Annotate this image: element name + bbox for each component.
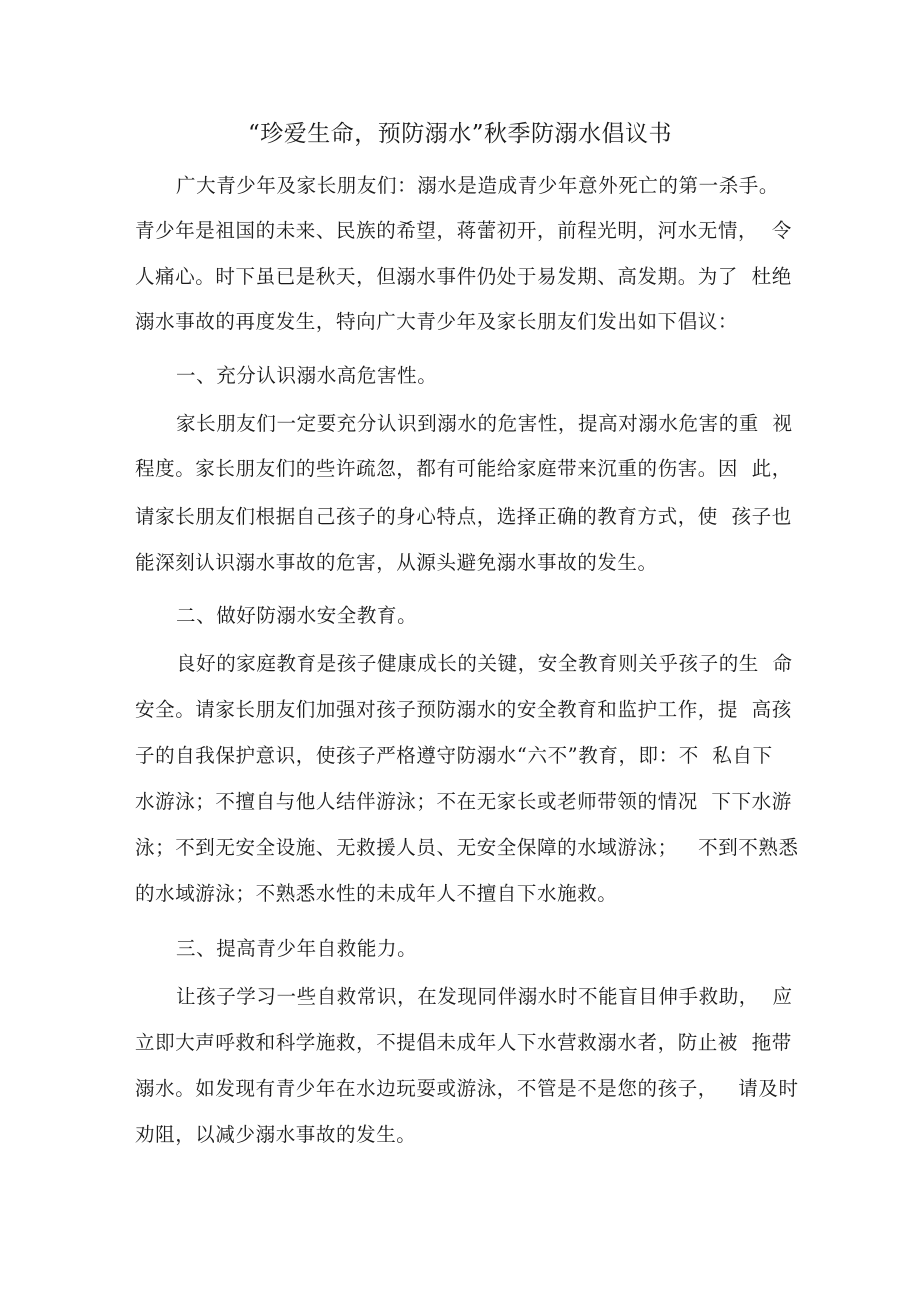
paragraph-line: 程度。家长朋友们的些许疏忽，都有可能给家庭带来沉重的伤害。因 此， (135, 457, 792, 480)
paragraph-line: 家长朋友们一定要充分认识到溺水的危害性，提高对溺水危害的重 视 (176, 412, 793, 435)
paragraph-line: 溺水。如发现有青少年在水边玩耍或游泳，不管是不是您的孩子， 请及时 (135, 1077, 799, 1100)
section-heading: 二、做好防溺水安全教育。 (176, 604, 418, 627)
paragraph-line: 子的自我保护意识，使孩子严格遵守防溺水“六不”教育，即：不 私自下 (135, 744, 773, 767)
paragraph-line: 泳；不到无安全设施、无救援人员、无安全保障的水域游泳； 不到不熟悉 (135, 836, 799, 859)
paragraph-line: 立即大声呼救和科学施救，不提倡未成年人下水营救溺水者，防止被 拖带 (135, 1031, 792, 1054)
paragraph-line: 安全。请家长朋友们加强对孩子预防溺水的安全教育和监护工作，提 高孩 (135, 698, 792, 721)
paragraph-line: 让孩子学习一些自救常识，在发现同伴溺水时不能盲目伸手救助， 应 (176, 985, 793, 1008)
paragraph-line: 青少年是祖国的未来、民族的希望，蒋蕾初开，前程光明，河水无情， 令 (135, 219, 792, 242)
paragraph-line: 溺水事故的再度发生，特向广大青少年及家长朋友们发出如下倡议： (135, 310, 739, 333)
paragraph-line: 广大青少年及家长朋友们：溺水是造成青少年意外死亡的第一杀手。 (176, 174, 780, 197)
paragraph-line: 劝阻，以减少溺水事故的发生。 (135, 1123, 417, 1146)
section-heading: 三、提高青少年自救能力。 (176, 937, 418, 960)
section-heading: 一、充分认识溺水高危害性。 (176, 364, 438, 387)
document-title: “珍爱生命，预防溺水”秋季防溺水倡议书 (247, 121, 673, 147)
paragraph-line: 能深刻认识溺水事故的危害，从源头避免溺水事故的发生。 (135, 551, 658, 574)
paragraph-line: 的水域游泳；不熟悉水性的未成年人不擅自下水施救。 (135, 882, 618, 905)
paragraph-line: 请家长朋友们根据自己孩子的身心特点，选择正确的教育方式，使 孩子也 (135, 505, 792, 528)
paragraph-line: 人痛心。时下虽已是秋天，但溺水事件仍处于易发期、高发期。为了 杜绝 (135, 265, 792, 288)
paragraph-line: 水游泳；不擅自与他人结伴游泳；不在无家长或老师带领的情况 下下水游 (135, 790, 792, 813)
paragraph-line: 良好的家庭教育是孩子健康成长的关键，安全教育则关乎孩子的生 命 (176, 652, 793, 675)
